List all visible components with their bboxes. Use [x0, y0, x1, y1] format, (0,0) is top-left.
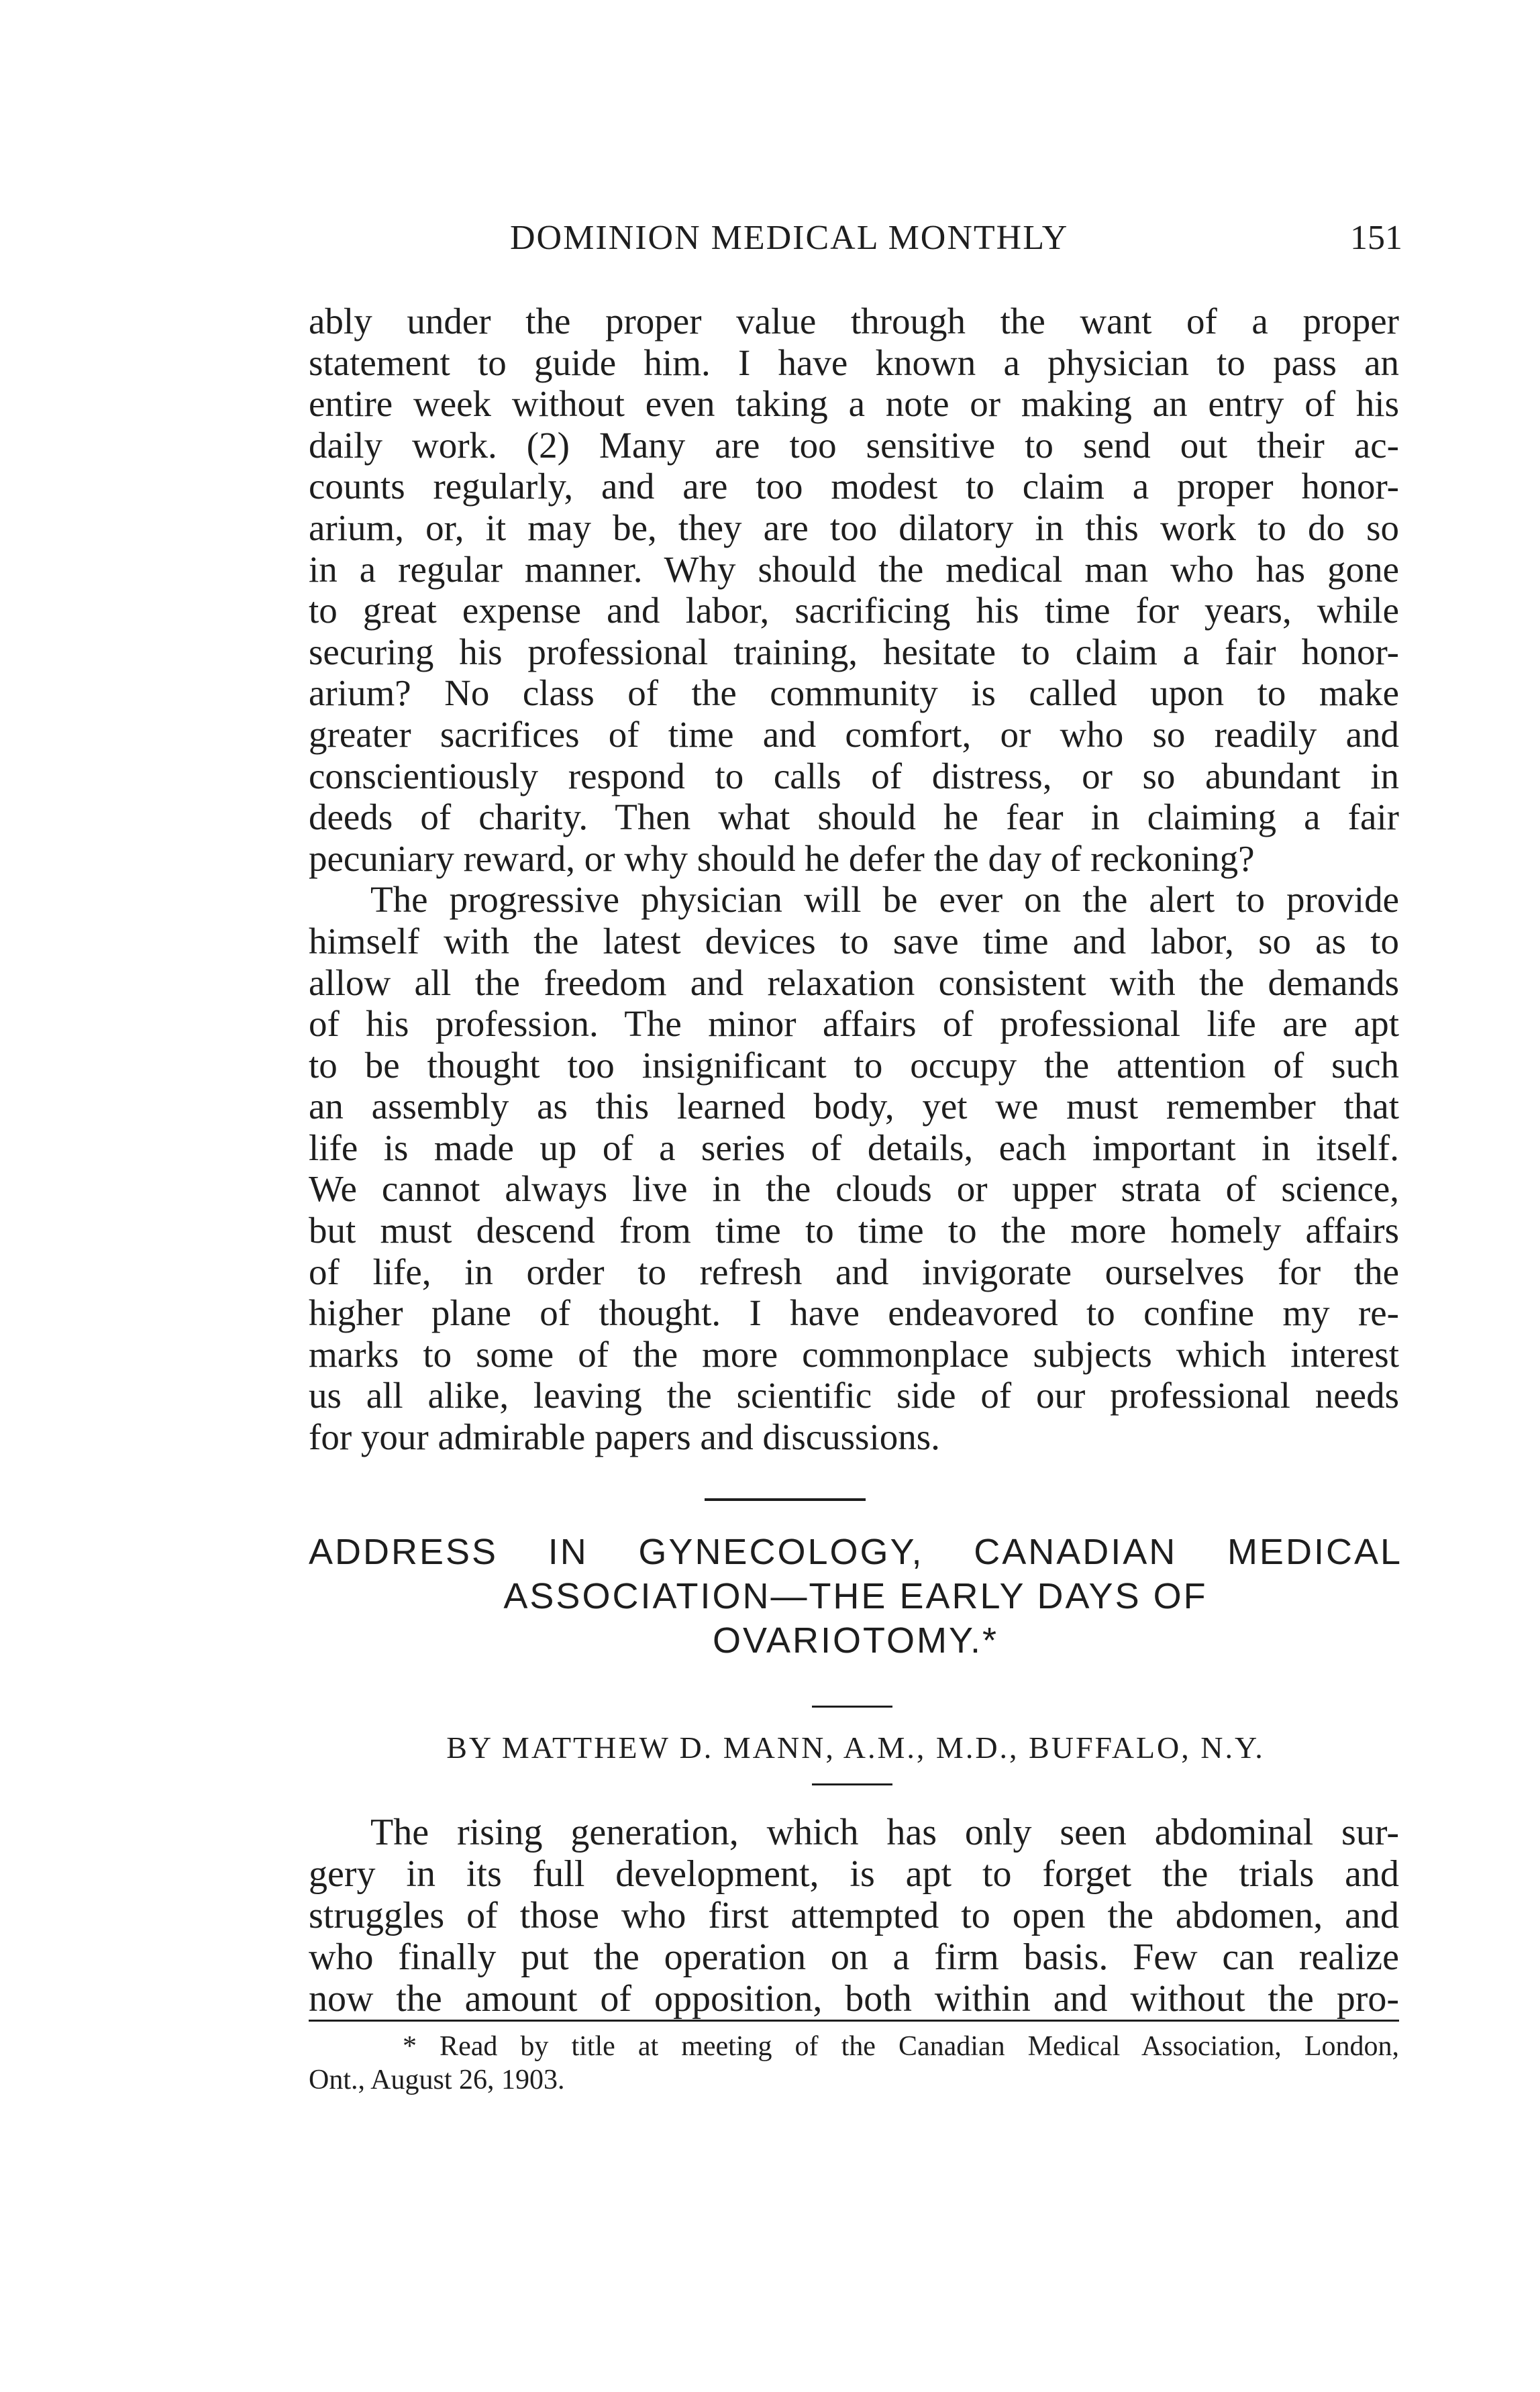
text-line: life is made up of a series of details, each important in itself.	[309, 1127, 1399, 1168]
footnote-rule	[309, 2020, 1399, 2022]
text-line: but must descend from time to time to the more homely affairs	[309, 1210, 1399, 1251]
text-line: of his profession. The minor affairs of professional life are apt	[309, 1003, 1399, 1045]
text-line: us all alike, leaving the scientific side of our professional needs	[309, 1375, 1399, 1416]
text-line: higher plane of thought. I have endeavored to confine my re-	[309, 1292, 1399, 1334]
footnote-line: * Read by title at meeting of the Canadian Medical Association, London,	[403, 2031, 1399, 2062]
text-line: deeds of charity. Then what should he fear in claiming a fair	[309, 796, 1399, 838]
text-line: an assembly as this learned body, yet we must remember that	[309, 1086, 1399, 1127]
article-paragraph	[309, 1812, 1399, 2020]
text-line: now the amount of opposition, both within and without the pro-	[309, 1978, 1399, 2020]
text-line: ably under the proper value through the want of a proper	[309, 301, 1399, 342]
text-line: for your admirable papers and discussions.	[309, 1416, 940, 1458]
text-line: in a regular manner. Why should the medical man who has gone	[309, 548, 1399, 590]
text-line: greater sacrifices of time and comfort, or who so readily and	[309, 713, 1399, 755]
article-title	[309, 1530, 1402, 1663]
text-line: We cannot always live in the clouds or upper strata of science,	[309, 1168, 1399, 1210]
text-line: allow all the freedom and relaxation consistent with the demands	[309, 961, 1399, 1003]
text-line: securing his professional training, hesitate to claim a fair honor-	[309, 631, 1399, 672]
text-line: entire week without even taking a note or making an entry of his	[309, 383, 1399, 425]
text-line: daily work. (2) Many are too sensitive to send out their ac-	[309, 424, 1399, 466]
text-line: gery in its full development, is apt to forget the trials and	[309, 1853, 1399, 1895]
title-line: ASSOCIATION—THE EARLY DAYS OF	[503, 1576, 1208, 1616]
text-line: arium? No class of the community is called upon to make	[309, 672, 1399, 714]
footnote-line: Ont., August 26, 1903.	[309, 2065, 565, 2095]
continued-paragraph	[309, 301, 1399, 1458]
page-header	[309, 215, 1402, 262]
text-line: who finally put the operation on a firm basis. Few can realize	[309, 1936, 1399, 1978]
text-line: statement to guide him. I have known a physician to pass an	[309, 342, 1399, 383]
text-line: marks to some of the more commonplace subjects which interest	[309, 1333, 1399, 1375]
title-line: ADDRESS IN GYNECOLOGY, CANADIAN MEDICAL	[309, 1532, 1402, 1572]
text-line: conscientiously respond to calls of distress, or so abundant in	[309, 755, 1399, 796]
byline: BY MATTHEW D. MANN, A.M., M.D., BUFFALO, N.Y.	[446, 1730, 1265, 1765]
text-line: The progressive physician will be ever on the alert to provide	[370, 879, 1399, 921]
text-line: to be thought too insignificant to occupy the attention of such	[309, 1044, 1399, 1086]
text-line: The rising generation, which has only seen abdominal sur-	[370, 1812, 1399, 1853]
text-line: to great expense and labor, sacrificing his time for years, while	[309, 590, 1399, 631]
page-number: 151	[1350, 219, 1402, 257]
running-head: DOMINION MEDICAL MONTHLY	[510, 219, 1069, 257]
byline-divider	[812, 1783, 892, 1785]
text-line: of life, in order to refresh and invigorate ourselves for the	[309, 1251, 1399, 1292]
text-line: himself with the latest devices to save time and labor, so as to	[309, 920, 1399, 961]
title-line: OVARIOTOMY.*	[712, 1620, 999, 1661]
text-line: pecuniary reward, or why should he defer the day of reckoning?	[309, 837, 1255, 879]
section-divider	[705, 1498, 866, 1501]
text-line: counts regularly, and are too modest to claim a proper honor-	[309, 466, 1399, 507]
text-line: arium, or, it may be, they are too dilatory in this work to do so	[309, 507, 1399, 548]
footnote	[309, 2030, 1399, 2097]
text-line: struggles of those who first attempted to open the abdomen, and	[309, 1895, 1399, 1936]
byline-divider	[812, 1706, 892, 1708]
